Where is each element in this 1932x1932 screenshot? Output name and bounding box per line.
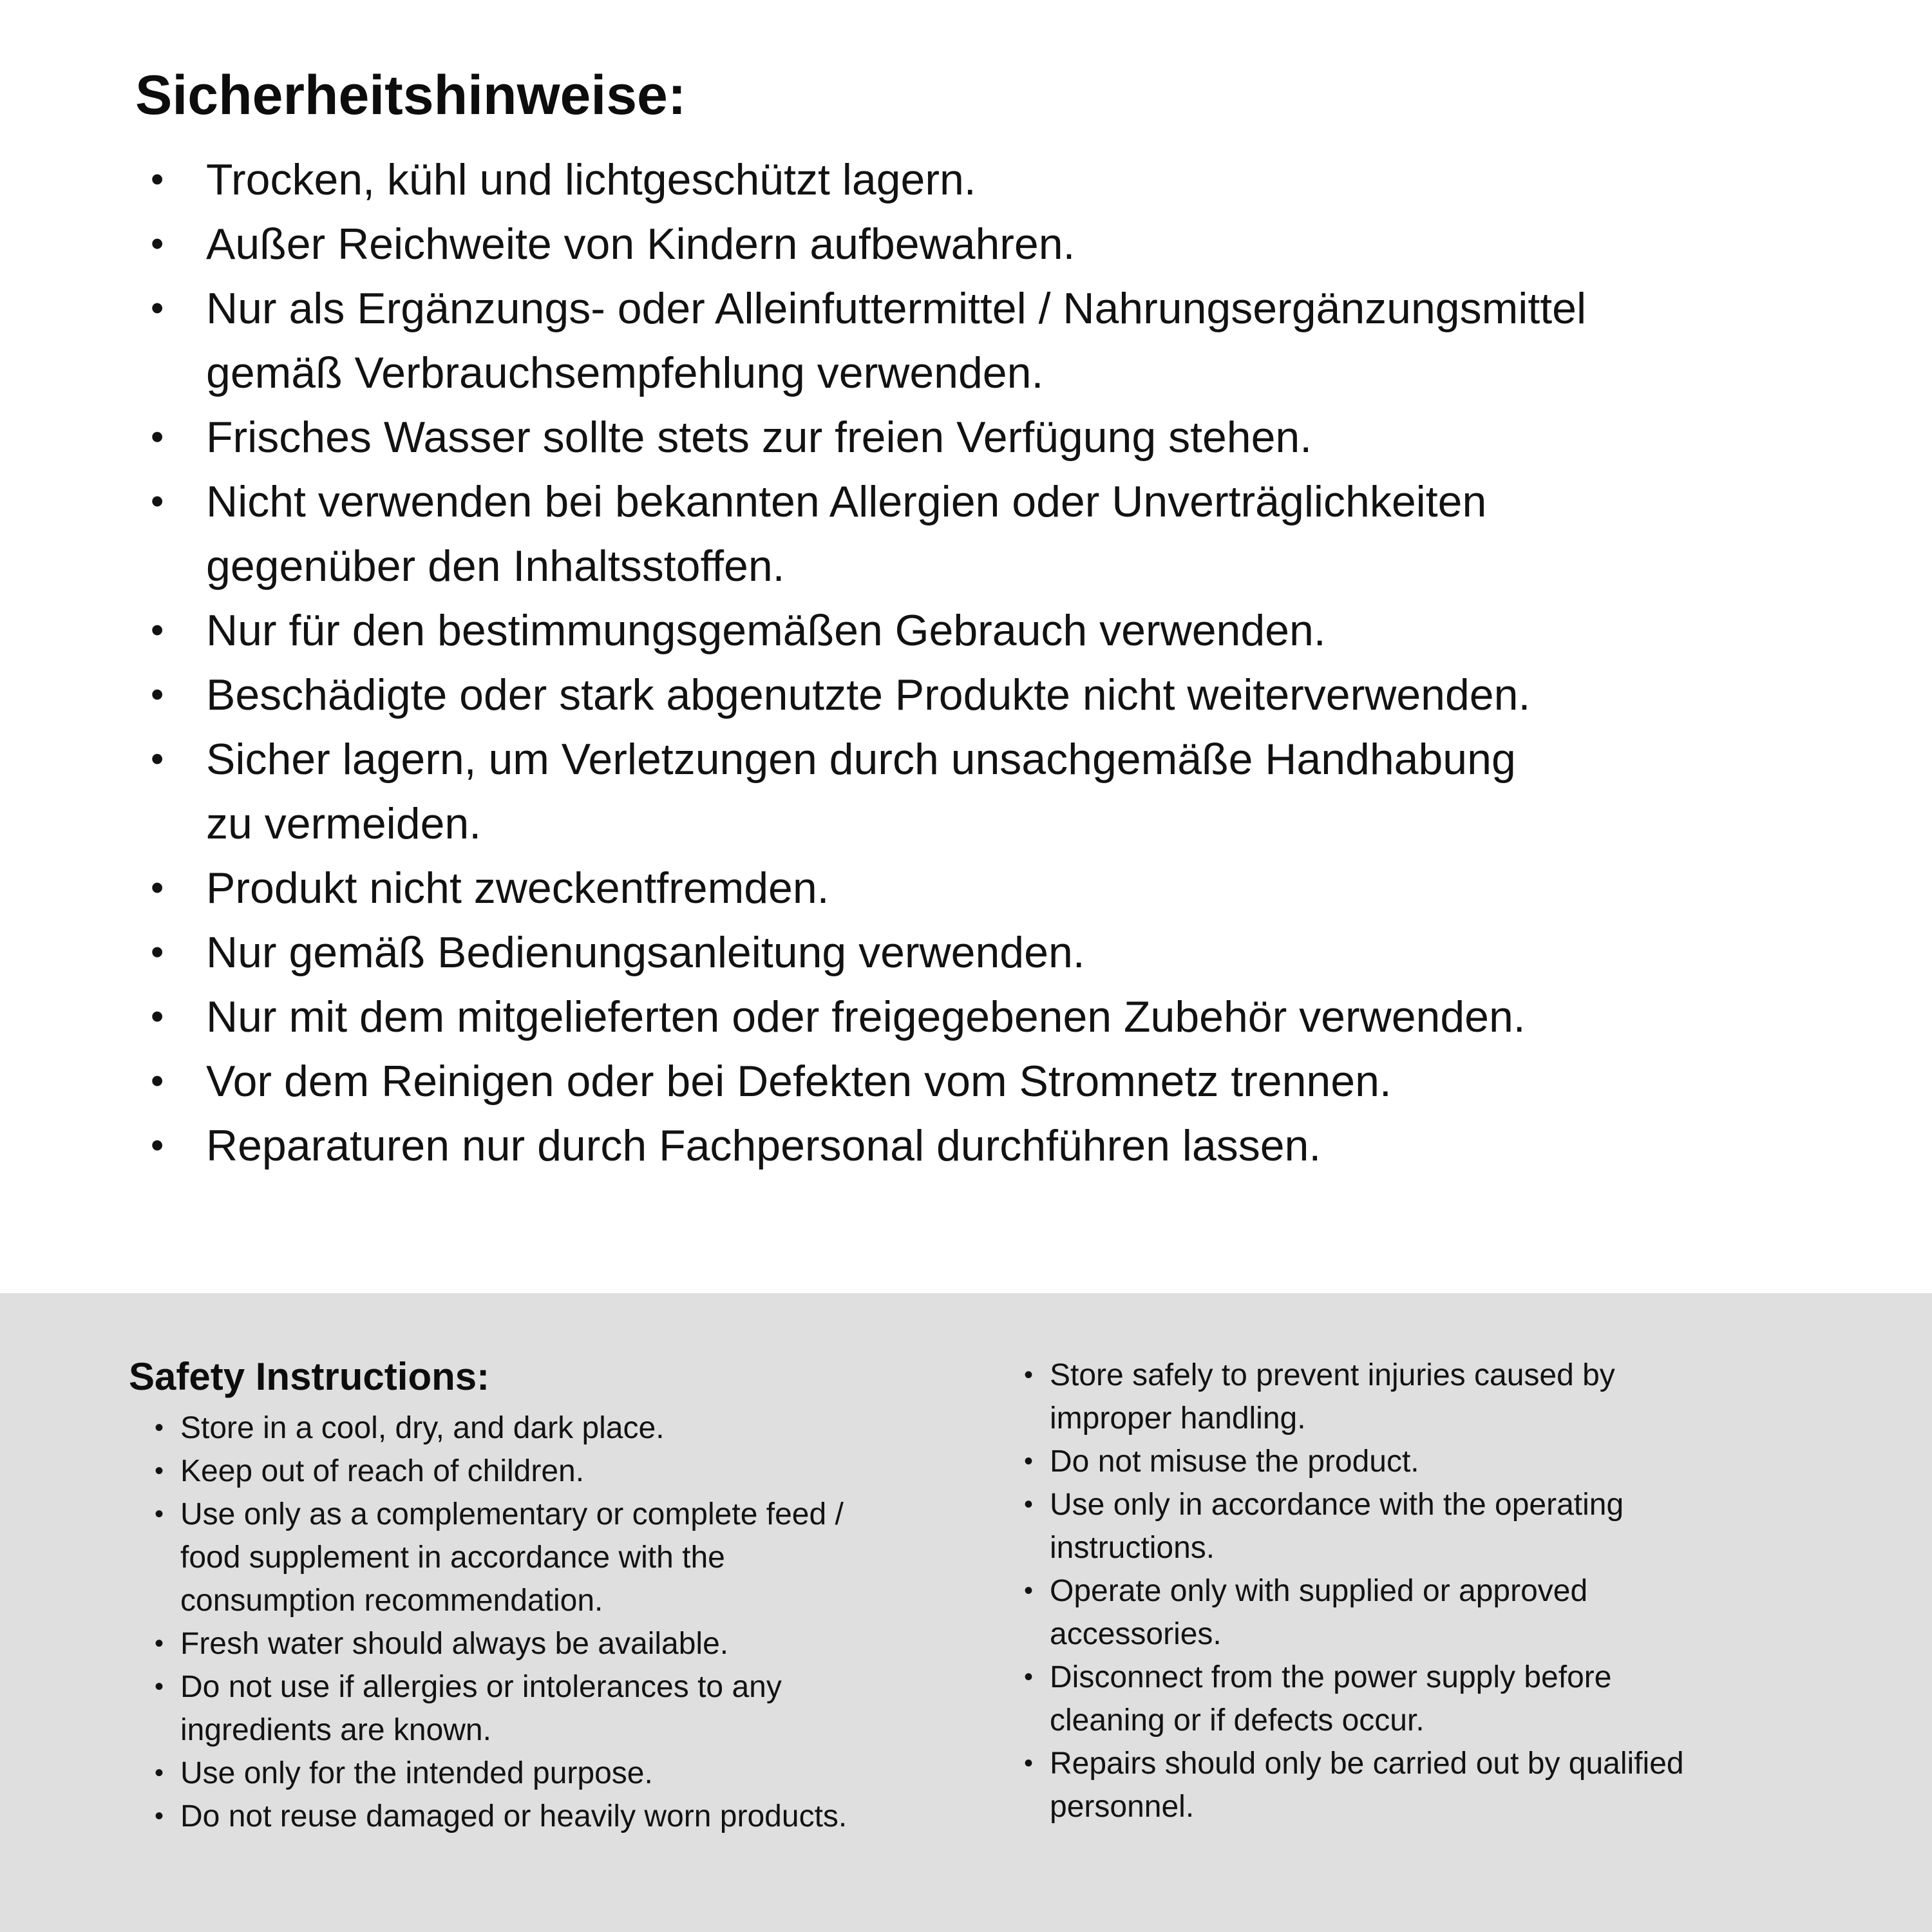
item-line: Nicht verwenden bei bekannten Allergien oder Unverträglichkeiten xyxy=(206,477,1487,526)
bullet-icon: • xyxy=(151,996,164,1037)
bullet-icon: • xyxy=(155,1457,164,1485)
bullet-icon: • xyxy=(1024,1663,1034,1691)
english-list-item xyxy=(155,1622,1024,1665)
bullet-icon: • xyxy=(151,738,164,780)
item-line: gegenüber den Inhaltsstoffen. xyxy=(206,542,785,591)
english-left-bullet-list xyxy=(155,1406,1024,1838)
bullet-icon: • xyxy=(1024,1577,1034,1605)
item-lines xyxy=(206,920,1842,985)
bullet-icon: • xyxy=(155,1629,164,1658)
item-line: Repairs should only be carried out by qualified xyxy=(1050,1747,1684,1781)
item-lines xyxy=(180,1406,1024,1450)
bullet-icon: • xyxy=(151,287,164,329)
german-list-item xyxy=(151,598,1842,663)
bullet-icon: • xyxy=(151,931,164,973)
item-line: cleaning or if defects occur. xyxy=(1050,1703,1425,1738)
item-lines xyxy=(180,1622,1024,1665)
item-lines xyxy=(1050,1569,1893,1656)
bullet-icon: • xyxy=(151,867,164,909)
item-lines xyxy=(206,598,1842,663)
item-line: ingredients are known. xyxy=(180,1713,491,1747)
german-list-item xyxy=(151,469,1842,598)
item-lines xyxy=(180,1665,1024,1752)
item-line: Disconnect from the power supply before xyxy=(1050,1660,1612,1694)
item-line: Do not misuse the product. xyxy=(1050,1444,1419,1479)
bullet-icon: • xyxy=(151,158,164,200)
item-line: gemäß Verbrauchsempfehlung verwenden. xyxy=(206,348,1044,397)
english-right-column xyxy=(1024,1354,1893,1828)
item-lines xyxy=(206,663,1842,727)
item-lines xyxy=(206,727,1842,856)
item-line: instructions. xyxy=(1050,1531,1215,1565)
item-lines xyxy=(1050,1354,1893,1440)
german-list-item xyxy=(151,147,1842,212)
item-line: personnel. xyxy=(1050,1790,1195,1824)
item-lines xyxy=(1050,1656,1893,1742)
item-line: Trocken, kühl und lichtgeschützt lagern. xyxy=(206,155,976,204)
german-bullet-list xyxy=(151,147,1842,1178)
item-line: Keep out of reach of children. xyxy=(180,1454,585,1488)
bullet-icon: • xyxy=(151,416,164,458)
english-list-item xyxy=(155,1406,1024,1450)
bullet-icon: • xyxy=(1024,1361,1034,1389)
german-list-item xyxy=(151,1049,1842,1113)
english-section xyxy=(0,1293,1932,1932)
item-line: Außer Reichweite von Kindern aufbewahren. xyxy=(206,220,1075,269)
item-line: Sicher lagern, um Verletzungen durch unsachgemäße Handhabung xyxy=(206,735,1516,784)
english-list-item xyxy=(1024,1354,1893,1440)
item-line: Nur gemäß Bedienungsanleitung verwenden. xyxy=(206,928,1085,977)
item-lines xyxy=(180,1493,1024,1622)
item-lines xyxy=(180,1752,1024,1795)
bullet-icon: • xyxy=(151,1124,164,1166)
bullet-icon: • xyxy=(155,1672,164,1701)
german-list-item xyxy=(151,920,1842,985)
english-section-title: Safety Instructions: xyxy=(129,1355,490,1398)
english-list-item xyxy=(1024,1440,1893,1483)
item-line: Do not reuse damaged or heavily worn products. xyxy=(180,1799,848,1833)
bullet-icon: • xyxy=(155,1500,164,1528)
item-line: Vor dem Reinigen oder bei Defekten vom Stromnetz trennen. xyxy=(206,1057,1392,1106)
item-line: Reparaturen nur durch Fachpersonal durchführen lassen. xyxy=(206,1121,1321,1170)
english-list-item xyxy=(1024,1656,1893,1742)
english-list-item xyxy=(155,1795,1024,1838)
item-lines xyxy=(1050,1440,1893,1483)
item-line: Nur als Ergänzungs- oder Alleinfuttermittel / Nahrungsergänzungsmittel xyxy=(206,284,1587,333)
item-lines xyxy=(180,1795,1024,1838)
item-lines xyxy=(206,985,1842,1049)
english-list-item xyxy=(1024,1742,1893,1828)
item-lines xyxy=(206,1113,1842,1178)
item-line: Beschädigte oder stark abgenutzte Produkte nicht weiterverwenden. xyxy=(206,670,1531,719)
item-line: food supplement in accordance with the xyxy=(180,1540,725,1575)
bullet-icon: • xyxy=(155,1802,164,1830)
bullet-icon: • xyxy=(155,1759,164,1787)
item-line: Fresh water should always be available. xyxy=(180,1627,729,1661)
bullet-icon: • xyxy=(155,1414,164,1442)
english-list-item xyxy=(155,1493,1024,1622)
german-list-item xyxy=(151,1113,1842,1178)
german-list-item xyxy=(151,985,1842,1049)
item-line: Store safely to prevent injuries caused by xyxy=(1050,1358,1615,1392)
item-line: Use only for the intended purpose. xyxy=(180,1756,653,1790)
item-lines xyxy=(1050,1742,1893,1828)
bullet-icon: • xyxy=(151,223,164,265)
item-line: Operate only with supplied or approved xyxy=(1050,1574,1588,1608)
item-line: accessories. xyxy=(1050,1617,1222,1651)
bullet-icon: • xyxy=(151,480,164,522)
english-list-item xyxy=(155,1450,1024,1493)
bullet-icon: • xyxy=(151,609,164,651)
item-line: Frisches Wasser sollte stets zur freien Verfügung stehen. xyxy=(206,413,1312,462)
item-line: Store in a cool, dry, and dark place. xyxy=(180,1411,665,1445)
german-section-title: Sicherheitshinweise: xyxy=(135,64,687,126)
english-list-item xyxy=(1024,1569,1893,1656)
bullet-icon: • xyxy=(151,1060,164,1102)
item-lines xyxy=(1050,1483,1893,1569)
bullet-icon: • xyxy=(151,674,164,715)
item-line: Use only in accordance with the operating xyxy=(1050,1488,1624,1522)
english-left-column xyxy=(129,1354,1024,1838)
german-list-item xyxy=(151,727,1842,856)
item-line: consumption recommendation. xyxy=(180,1584,603,1618)
item-line: Nur für den bestimmungsgemäßen Gebrauch verwenden. xyxy=(206,606,1326,655)
item-lines xyxy=(206,856,1842,920)
item-lines xyxy=(206,276,1842,405)
german-list-item xyxy=(151,856,1842,920)
item-lines xyxy=(180,1450,1024,1493)
bullet-icon: • xyxy=(1024,1447,1034,1475)
german-list-item xyxy=(151,276,1842,405)
item-line: Use only as a complementary or complete feed / xyxy=(180,1497,844,1531)
item-line: Produkt nicht zweckentfremden. xyxy=(206,864,829,913)
item-lines xyxy=(206,147,1842,212)
bullet-icon: • xyxy=(1024,1749,1034,1777)
german-list-item xyxy=(151,663,1842,727)
english-list-item xyxy=(1024,1483,1893,1569)
item-line: improper handling. xyxy=(1050,1401,1306,1435)
item-line: Nur mit dem mitgelieferten oder freigegebenen Zubehör verwenden. xyxy=(206,992,1526,1041)
item-lines xyxy=(206,405,1842,469)
english-list-item xyxy=(155,1752,1024,1795)
german-list-item xyxy=(151,212,1842,276)
item-lines xyxy=(206,469,1842,598)
item-lines xyxy=(206,1049,1842,1113)
bullet-icon: • xyxy=(1024,1490,1034,1519)
german-list-item xyxy=(151,405,1842,469)
item-line: zu vermeiden. xyxy=(206,799,482,848)
item-lines xyxy=(206,212,1842,276)
english-list-item xyxy=(155,1665,1024,1752)
english-right-bullet-list xyxy=(1024,1354,1893,1828)
item-line: Do not use if allergies or intolerances to any xyxy=(180,1670,782,1704)
